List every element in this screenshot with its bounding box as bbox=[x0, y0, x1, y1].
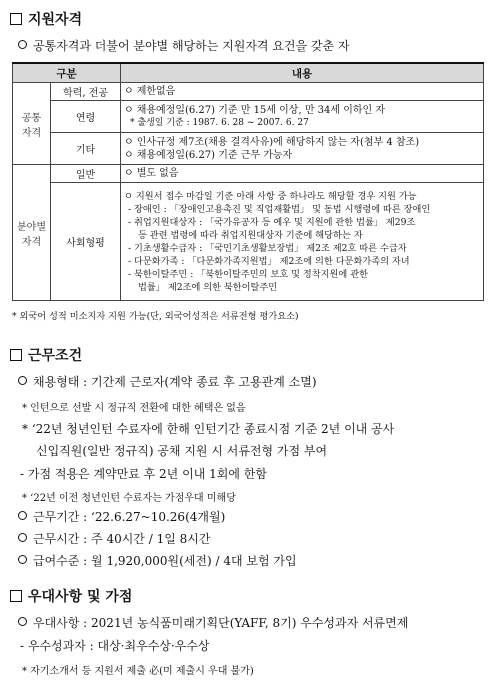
row-label-age: 연령 bbox=[51, 101, 121, 133]
table-row bbox=[13, 101, 484, 133]
circle-bullet-icon bbox=[18, 533, 27, 542]
preference-item: 우대사항 : 2021년 농식품미래기획단(YAFF, 8기) 우수성과자 서류면제 bbox=[18, 614, 408, 631]
preference-note: * 자기소개서 등 지원서 제출 必(미 제출시 우대 불가) bbox=[22, 666, 254, 677]
header-content: 내용 bbox=[121, 63, 484, 83]
header-category: 구분 bbox=[13, 63, 121, 83]
list-item: - 북한이탈주민 : 「북한이탈주민의 보호 및 정착지원에 관한 bbox=[128, 268, 368, 280]
work-period: 근무기간 : ‘22.6.27~10.26(4개월) bbox=[18, 508, 225, 525]
circle-bullet-icon bbox=[18, 376, 27, 385]
list-item: - 취업지원대상자 : 「국가유공자 등 예우 및 지원에 관한 법률」 제29조 bbox=[128, 216, 416, 228]
group-specific: 분야별 자격 bbox=[13, 165, 51, 301]
table-row bbox=[13, 183, 484, 301]
row-label-social: 사회형평 bbox=[51, 183, 121, 301]
section-title-work-conditions: 근무조건 bbox=[10, 345, 82, 365]
note-intern-bonus: * ‘22년 청년인턴 수료자에 한해 인턴기간 종료시점 기준 2년 이내 공사 bbox=[22, 422, 395, 436]
row-label-education: 학력, 전공 bbox=[51, 83, 121, 101]
note-no-conversion: * 인턴으로 선발 시 정규직 전환에 대한 혜택은 없음 bbox=[22, 403, 246, 414]
row-content-general: ㅇ 별도 없음 bbox=[121, 165, 484, 183]
row-label-general: 일반 bbox=[51, 165, 121, 183]
row-content-age: ㅇ 채용예정일(6.27) 기준 만 15세 이상, 만 34세 이하인 자 * 출생일 기준 : 1987. 6. 28 ~ 2007. 6. 27 bbox=[121, 101, 484, 133]
circle-bullet-icon bbox=[18, 511, 27, 520]
eligibility-intro: 공통자격과 더불어 분야별 해당하는 지원자격 요건을 갖춘 자 bbox=[18, 37, 350, 54]
preference-sub: - 우수성과자 : 대상·최우수상·우수상 bbox=[20, 639, 210, 653]
section-title-preferences: 우대사항 및 가점 bbox=[10, 586, 132, 606]
list-item: - 기초생활수급자 : 「국민기초생활보장법」 제2조 제2호 따른 수급자 bbox=[128, 242, 407, 254]
note-intern-bonus-cont: 신입직원(일반 정규직) 공채 지원 시 서류전형 가점 부여 bbox=[36, 444, 328, 458]
work-hours: 근무시간 : 주 40시간 / 1일 8시간 bbox=[18, 530, 210, 547]
table-row bbox=[13, 165, 484, 183]
eligibility-table bbox=[12, 62, 484, 301]
row-content-other: ㅇ 인사규정 제7조(채용 결격사유)에 해당하지 않는 자(첨부 4 참조) ㅇ 채용예정일(6.27) 기준 근무 가능자 bbox=[121, 133, 484, 165]
list-item: - 다문화가족 : 「다문화가족지원법」 제2조에 의한 다문화가족의 자녀 bbox=[128, 255, 410, 267]
note-previous-interns: * ‘22년 이전 청년인턴 수료자는 가점우대 미해당 bbox=[22, 493, 236, 504]
circle-bullet-icon bbox=[18, 617, 27, 626]
square-bullet-icon bbox=[10, 590, 22, 602]
row-content-social: ㅇ 지원서 접수 마감일 기준 아래 사항 중 하나라도 해당할 경우 지원 가능 - 장애인 : 「장애인고용촉진 및 직업재활법」 및 동법 시행령에 따른 장애인 - 취업지원대상자 : 「국가유공자 등 예우 및 지원에 관한 법률」 제29조 등 관련 법령에 따라 취업지원대상자 기준에 해당하는 자 - 기초생활수급자 : 「국민기초생활보장법」 제2조 제2호 따른 수급자 - 다문화가족 : 「다문화가족지원법」 제2조에 의한 다문화가족의 자녀 - 북한이탈주민 : 「북한이탈주민의 보호 및 정착지원에 관한 법률」 제2조에 의한 북한이탈주민 bbox=[121, 183, 484, 301]
section-title-eligibility: 지원자격 bbox=[10, 9, 82, 29]
eligibility-footnote: * 외국어 성적 미소지자 지원 가능(단, 외국어성적은 서류전형 평가요소) bbox=[12, 311, 299, 322]
pay-level: 급여수준 : 월 1,920,000원(세전) / 4대 보험 가입 bbox=[18, 552, 297, 569]
square-bullet-icon bbox=[10, 349, 22, 361]
list-item: 등 관련 법령에 따라 취업지원대상자 기준에 해당하는 자 bbox=[138, 229, 363, 241]
group-common: 공통 자격 bbox=[13, 83, 51, 165]
list-item: 법률」 제2조에 의한 북한이탈주민 bbox=[138, 281, 278, 293]
row-label-other: 기타 bbox=[51, 133, 121, 165]
row-content-education: ㅇ 제한없음 bbox=[121, 83, 484, 101]
table-row bbox=[13, 83, 484, 101]
employment-type: 채용형태 : 기간제 근로자(계약 종료 후 고용관계 소멸) bbox=[18, 373, 317, 390]
list-item: - 장애인 : 「장애인고용촉진 및 직업재활법」 및 동법 시행령에 따른 장애인 bbox=[128, 203, 431, 215]
circle-bullet-icon bbox=[18, 555, 27, 564]
note-bonus-limit: - 가점 적용은 계약만료 후 2년 이내 1회에 한함 bbox=[20, 467, 267, 481]
circle-bullet-icon bbox=[18, 40, 27, 49]
square-bullet-icon bbox=[10, 13, 22, 25]
table-row bbox=[13, 133, 484, 165]
table-header-row bbox=[13, 63, 484, 83]
